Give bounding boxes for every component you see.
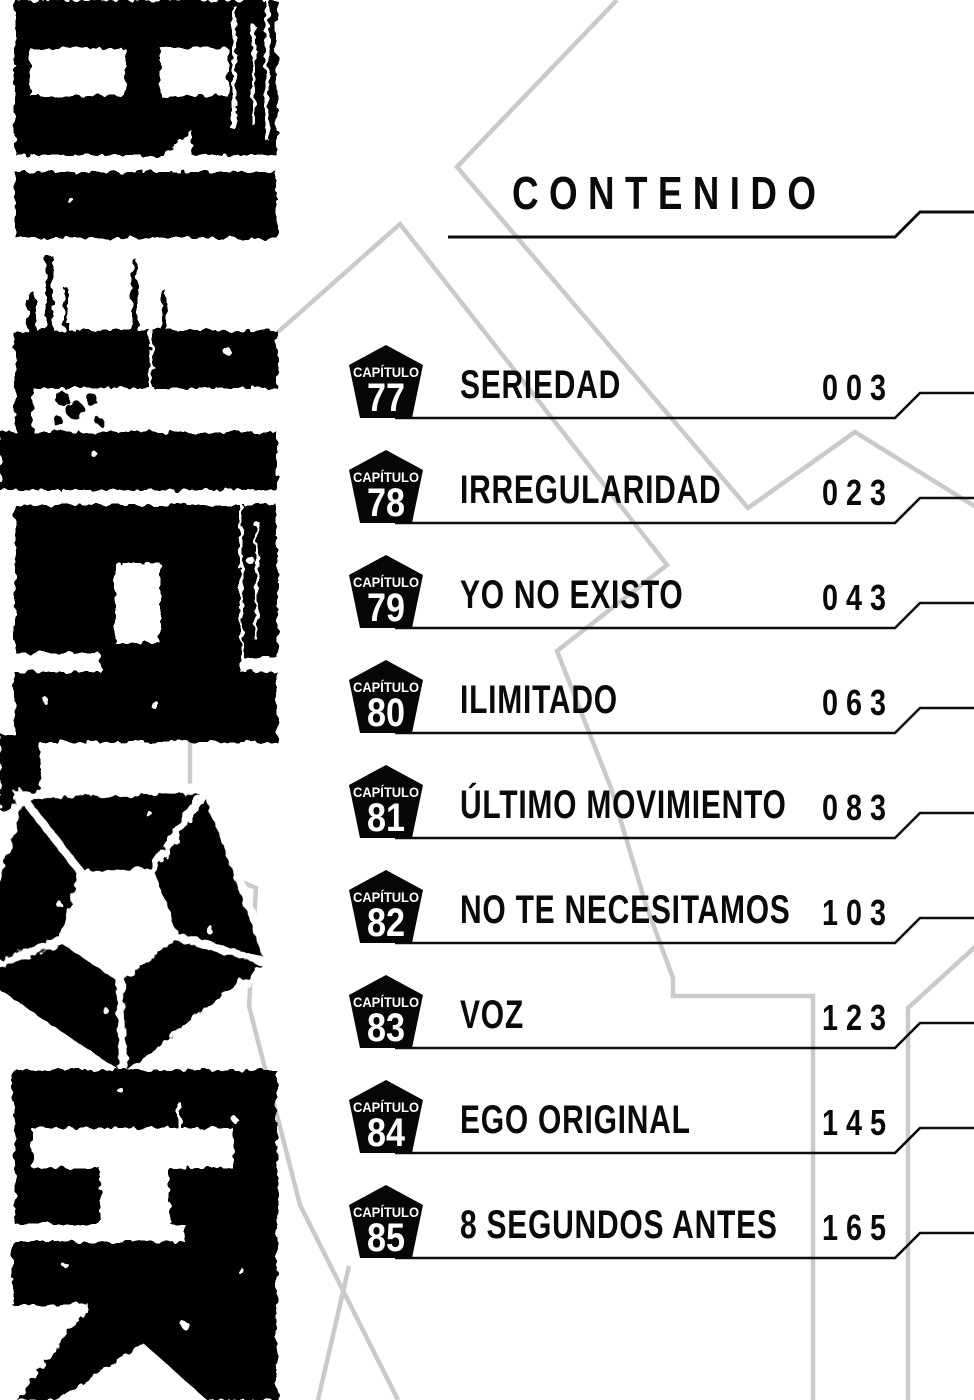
chapter-badge-icon <box>347 1079 425 1155</box>
chapter-page-number: 023 <box>821 472 894 513</box>
toc-entry-ch80[interactable] <box>0 659 974 764</box>
chapter-page-number: 063 <box>821 682 894 723</box>
toc-entry-ch82[interactable] <box>0 869 974 974</box>
chapter-number: 82 <box>367 901 405 945</box>
chapter-badge-icon <box>347 1184 425 1260</box>
chapter-number: 79 <box>367 586 405 630</box>
chapter-badge-icon <box>347 344 425 420</box>
chapter-badge-icon <box>347 869 425 945</box>
chapter-page-number: 043 <box>821 577 894 618</box>
chapter-title: ILIMITADO <box>460 678 618 722</box>
chapter-badge-icon <box>347 554 425 630</box>
toc-entry-ch84[interactable] <box>0 1079 974 1184</box>
chapter-number: 80 <box>367 691 405 735</box>
chapter-number: 83 <box>367 1006 405 1050</box>
chapter-title: NO TE NECESITAMOS <box>460 888 791 932</box>
toc-entry-ch79[interactable] <box>0 554 974 659</box>
chapter-number: 81 <box>367 796 405 840</box>
chapter-label: CAPÍTULO <box>353 889 420 905</box>
chapter-title: ÚLTIMO MOVIMIENTO <box>460 783 787 827</box>
chapter-label: CAPÍTULO <box>353 1204 420 1220</box>
chapter-title: 8 SEGUNDOS ANTES <box>460 1203 778 1247</box>
chapter-badge-icon <box>347 764 425 840</box>
chapter-page-number: 103 <box>821 892 894 933</box>
chapter-badge-icon <box>347 659 425 735</box>
chapter-page-number: 123 <box>821 997 894 1038</box>
chapter-badge-icon <box>347 449 425 525</box>
chapter-page-number: 083 <box>821 787 894 828</box>
chapter-title: SERIEDAD <box>460 363 622 407</box>
chapter-number: 77 <box>367 376 405 420</box>
toc-entry-ch85[interactable] <box>0 1184 974 1289</box>
chapter-badge-icon <box>347 974 425 1050</box>
chapter-number: 84 <box>367 1111 406 1155</box>
chapter-page-number: 165 <box>821 1207 894 1248</box>
toc-entry-ch77[interactable] <box>0 344 974 449</box>
toc-entry-ch81[interactable] <box>0 764 974 869</box>
chapter-label: CAPÍTULO <box>353 469 420 485</box>
chapter-label: CAPÍTULO <box>353 994 420 1010</box>
chapter-title: EGO ORIGINAL <box>460 1098 691 1142</box>
chapter-label: CAPÍTULO <box>353 784 420 800</box>
chapter-page-number: 145 <box>821 1102 894 1143</box>
chapter-label: CAPÍTULO <box>353 1099 420 1115</box>
page-title: CONTENIDO <box>512 167 827 219</box>
chapter-title: IRREGULARIDAD <box>460 468 722 512</box>
chapter-label: CAPÍTULO <box>353 679 420 695</box>
chapter-number: 85 <box>367 1216 405 1260</box>
chapter-page-number: 003 <box>821 367 894 408</box>
chapter-number: 78 <box>367 481 405 525</box>
chapter-title: VOZ <box>460 993 524 1037</box>
toc-entry-ch78[interactable] <box>0 449 974 554</box>
chapter-label: CAPÍTULO <box>353 364 420 380</box>
chapter-label: CAPÍTULO <box>353 574 420 590</box>
toc-entry-ch83[interactable] <box>0 974 974 1079</box>
chapter-title: YO NO EXISTO <box>460 573 684 617</box>
